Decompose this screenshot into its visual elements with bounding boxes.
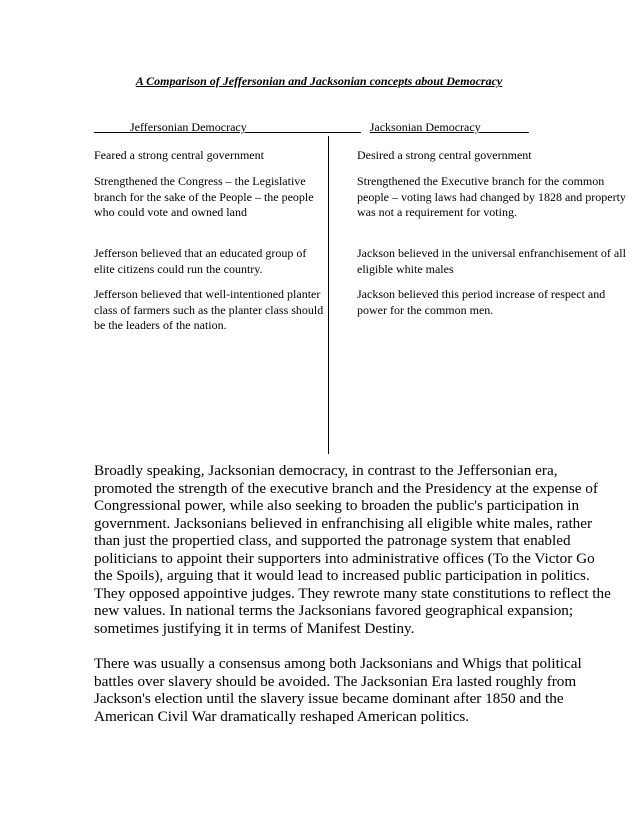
- header-right-tail: ________: [480, 120, 529, 134]
- header-jeffersonian: Jeffersonian Democracy: [130, 120, 247, 134]
- body-paragraph: Broadly speaking, Jacksonian democracy, in contrast to the Jeffersonian era, promoted the strength of the executive branch and the Presidency at the expense of Congressional power, while also seeking to broaden the public's participation in government. Jacksonians believed in enfranchising all eligible white males, rather than just the propertied class, and supported the patronage system that enabled politicians to appoint their supporters into administrative offices (To the Victor Go the Spoils), arguing that it would lead to increased public participation in politics. They opposed appointive judges. They rewrote many state constitutions to reflect the new values. In national terms the Jacksonians favored geographical expansion; sometimes justifying it in terms of Manifest Destiny.: [94, 462, 611, 637]
- jacksonian-point: Desired a strong central government: [357, 148, 532, 162]
- header-left-lead: ______: [94, 120, 130, 134]
- jeffersonian-point: Jefferson believed that an educated group of elite citizens could run the country.: [94, 246, 307, 276]
- header-gap: [361, 120, 370, 134]
- jeffersonian-point: Jefferson believed that well-intentioned planter class of farmers such as the planter class should be the leaders of the nation.: [94, 287, 324, 332]
- jeffersonian-column: [94, 148, 326, 334]
- document-title: A Comparison of Jeffersonian and Jacksonian concepts about Democracy: [135, 74, 503, 88]
- column-divider: [328, 136, 329, 454]
- jacksonian-column: [357, 148, 627, 318]
- jacksonian-point: Jackson believed in the universal enfranchisement of all eligible white males: [357, 246, 626, 276]
- header-middle-underline: ___________________: [246, 120, 361, 134]
- jeffersonian-point: Feared a strong central government: [94, 148, 264, 162]
- header-jacksonian: Jacksonian Democracy: [369, 120, 481, 134]
- comparison-header-row: [94, 120, 529, 134]
- jacksonian-point: Strengthened the Executive branch for the common people – voting laws had changed by 1828 and property was not a requirement for voting.: [357, 174, 626, 219]
- body-text: [94, 462, 614, 725]
- jacksonian-point: Jackson believed this period increase of respect and power for the common men.: [357, 287, 606, 317]
- jeffersonian-point: Strengthened the Congress – the Legislative branch for the sake of the People – the people who could vote and owned land: [94, 174, 314, 219]
- body-paragraph: There was usually a consensus among both Jacksonians and Whigs that political battles over slavery should be avoided. The Jacksonian Era lasted roughly from Jackson's election until the slavery issue became dominant after 1850 and the American Civil War dramatically reshaped American politics.: [94, 655, 582, 725]
